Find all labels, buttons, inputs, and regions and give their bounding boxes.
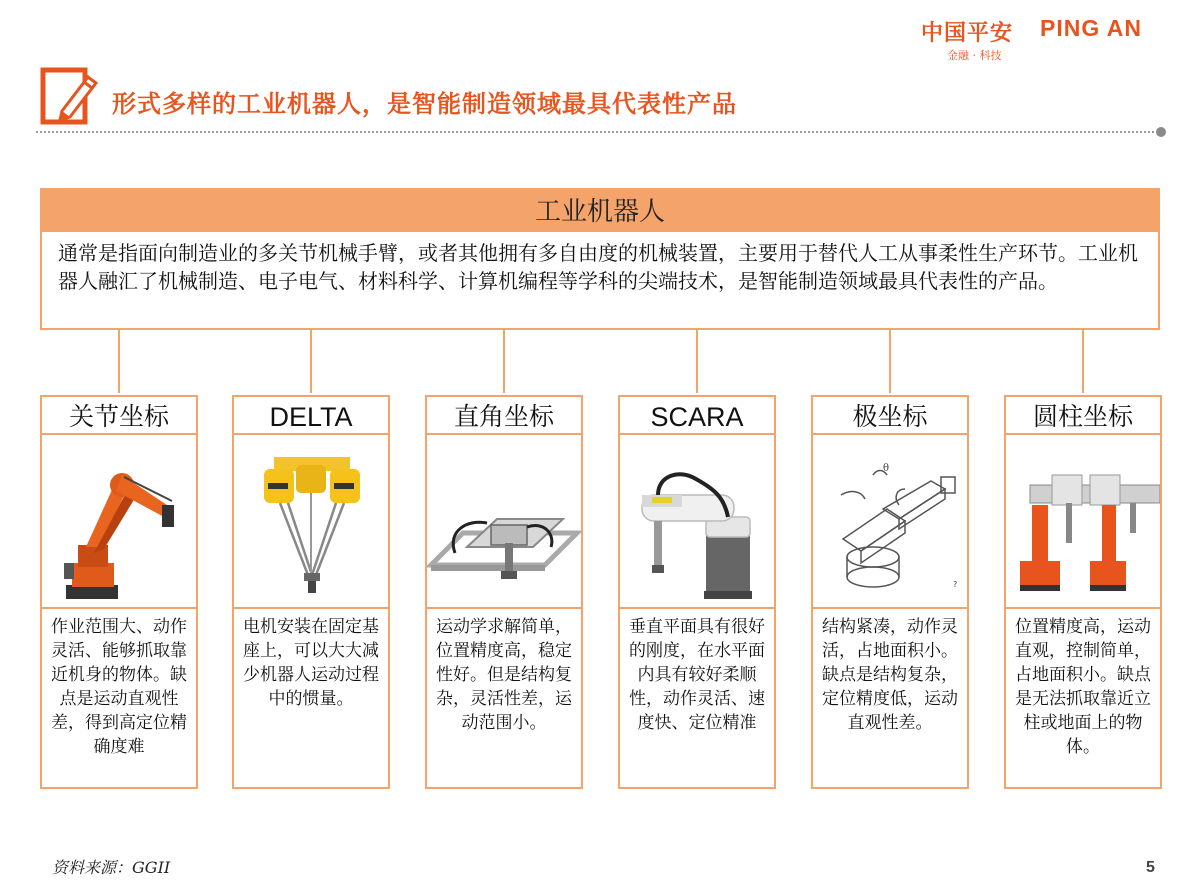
definition-box — [40, 188, 1160, 330]
robot-type-title: 关节坐标 — [40, 395, 198, 435]
page-number: 5 — [1146, 859, 1155, 876]
robot-type-description: 运动学求解简单，位置精度高，稳定性好。但是结构复杂，灵活性差，运动范围小。 — [425, 607, 583, 789]
connector-line — [1082, 330, 1084, 393]
connector-line — [696, 330, 698, 393]
definition-heading: 工业机器人 — [42, 190, 1158, 232]
robot-type-description: 作业范围大、动作灵活、能够抓取靠近机身的物体。缺点是运动直观性差，得到高定位精确度难 — [40, 607, 198, 789]
connector-line — [310, 330, 312, 393]
scara-robot-icon — [620, 435, 774, 607]
robot-image-frame — [232, 435, 390, 607]
connector-line — [889, 330, 891, 393]
cylindrical-robot-icon — [1006, 435, 1160, 607]
connector-line — [503, 330, 505, 393]
svg-text:θ: θ — [883, 463, 890, 474]
robot-type-card — [232, 395, 390, 789]
robot-image-frame — [618, 435, 776, 607]
divider-end-dot — [1156, 127, 1166, 137]
definition-text: 通常是指面向制造业的多关节机械手臂，或者其他拥有多自由度的机械装置，主要用于替代人工从事柔性生产环节。工业机器人融汇了机械制造、电子电气、材料科学、计算机编程等学科的尖端技术，是智能制造领域最具代表性的产品。 — [58, 241, 1138, 293]
robot-type-description: 位置精度高，运动直观，控制简单，占地面积小。缺点是无法抓取靠近立柱或地面上的物体。 — [1004, 607, 1162, 789]
robot-type-card — [618, 395, 776, 789]
robot-type-title: 圆柱坐标 — [1004, 395, 1162, 435]
robot-type-card — [1004, 395, 1162, 789]
robot-type-card — [40, 395, 198, 789]
robot-type-title: 直角坐标 — [425, 395, 583, 435]
gantry-robot-icon — [427, 435, 581, 607]
polar-robot-icon — [813, 435, 967, 607]
robot-type-title: DELTA — [232, 395, 390, 435]
articulated-robot-icon — [42, 435, 196, 607]
robot-type-description: 电机安装在固定基座上，可以大大减少机器人运动过程中的惯量。 — [232, 607, 390, 789]
logo-english-text: PING AN — [1040, 15, 1142, 41]
slide-title: 形式多样的工业机器人，是智能制造领域最具代表性产品 — [112, 89, 737, 118]
connector-line — [118, 330, 120, 393]
logo-tagline: 金融 · 科技 — [947, 49, 1002, 62]
robot-type-description: 垂直平面具有很好的刚度，在水平面内具有较好柔顺性，动作灵活、速度快、定位精准 — [618, 607, 776, 789]
robot-type-description: 结构紧凑，动作灵活，占地面积小。缺点是结构复杂，定位精度低，运动直观性差。 — [811, 607, 969, 789]
robot-type-title: 极坐标 — [811, 395, 969, 435]
pencil-note-icon — [40, 67, 98, 127]
robot-image-frame — [1004, 435, 1162, 607]
logo-chinese-text: 中国平安 — [921, 21, 1014, 46]
robot-image-frame — [40, 435, 198, 607]
robot-type-title: SCARA — [618, 395, 776, 435]
delta-robot-icon — [234, 435, 388, 607]
svg-text:?: ? — [953, 580, 958, 589]
robot-image-frame — [425, 435, 583, 607]
title-divider — [36, 131, 1158, 133]
robot-type-card — [425, 395, 583, 789]
source-note: 资料来源：GGII — [52, 858, 171, 877]
robot-type-card — [811, 395, 969, 789]
robot-image-frame — [811, 435, 969, 607]
